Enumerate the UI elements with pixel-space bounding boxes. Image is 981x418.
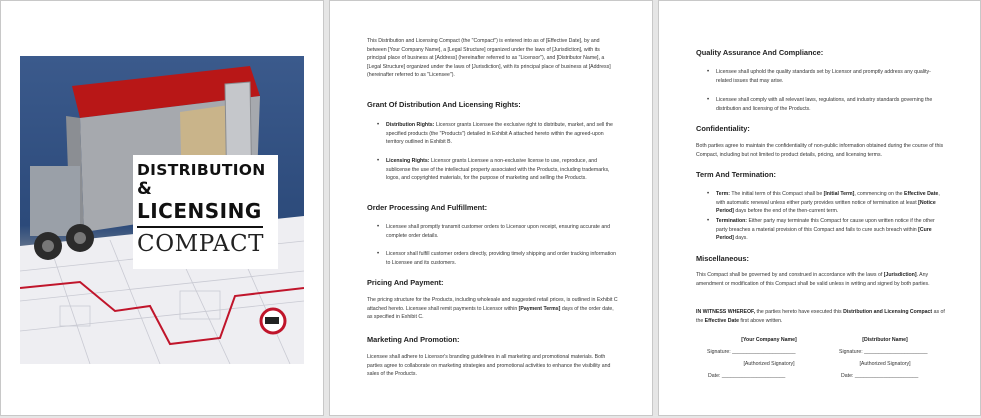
confidentiality-paragraph: Both parties agree to maintain the confidentiality of non-public information obtained during the course of this Compact, including but not limited to product details, pricing, and licensing terms.	[696, 143, 944, 158]
qa-bullet-1: • Licensee shall uphold the quality standards set by Licensor and promptly address any quality-related issues that may arise.	[716, 68, 946, 85]
title-underline	[137, 226, 263, 228]
marketing-paragraph: Licensee shall adhere to Licensor's branding guidelines in all marketing and promotional materials. Both parties agree to collaborate on marketing strategies and promotional activities to enhance the visibility and sales of the Products.	[367, 354, 611, 378]
cover-title-compact: COMPACT	[137, 231, 265, 257]
document-page-3	[658, 0, 981, 416]
date-left-line: Date: ______________________	[708, 373, 786, 379]
term-heading: Term And Termination:	[696, 170, 776, 179]
date-right-line: Date: ______________________	[841, 373, 919, 379]
intro-paragraph: This Distribution and Licensing Compact (the "Compact") is entered into as of [Effective Date], by and between [Your Company Name], a [Legal Structure] organized under the laws of [Jurisdiction], with its principal place of business at [Address] (hereinafter referred to as "Licensor"), and [Distributor Name], a [Legal Structure] organized under the laws of [Jurisdiction], with its principal place of business at [Address] (hereinafter referred to as "Licensee").	[367, 38, 611, 79]
signature-left-authorized: [Authorized Signatory]	[743, 361, 795, 367]
qa-bullet-2: • Licensee shall comply with all relevant laws, regulations, and industry standards governing the distribution and licensing of the Products.	[716, 96, 946, 113]
confidentiality-heading: Confidentiality:	[696, 124, 750, 133]
grant-bullet-licensing: • Licensing Rights: Licensor grants Licensee a non-exclusive license to use, reproduce, and sublicense the use of the intellectual property associated with the Products, including trademarks, logos, and copyrighted materials, for the purpose of marketing and selling the Products.	[386, 157, 618, 183]
cover-title-box	[133, 155, 278, 269]
misc-paragraph: This Compact shall be governed by and construed in accordance with the laws of [Jurisdiction]. Any amendment or modification of this Compact shall be valid unless in writing and signed by both parties.	[696, 272, 930, 287]
term-bullet-termination: • Termination: Either party may terminate this Compact for cause upon written notice if the other party breaches a material provision of this Compact and fails to cure such breach within [Cure Period] days.	[716, 217, 946, 243]
signature-right-line: Signature: ______________________	[839, 349, 928, 355]
cover-title-ampersand: &	[137, 179, 152, 199]
order-bullet-1: • Licensee shall promptly transmit customer orders to Licensor upon receipt, ensuring accurate and complete order details.	[386, 223, 618, 240]
signature-left-line: Signature: ______________________	[707, 349, 796, 355]
witness-paragraph: IN WITNESS WHEREOF, the parties hereto have executed this Distribution and Licensing Compact as of the Effective Date first above written.	[696, 309, 945, 324]
cover-page	[0, 0, 324, 416]
cover-title-licensing: LICENSING	[137, 199, 262, 223]
signature-right-authorized: [Authorized Signatory]	[859, 361, 911, 367]
cover-title-distribution: DISTRIBUTION	[137, 161, 266, 179]
document-page-2	[329, 0, 653, 416]
signature-left-company: [Your Company Name]	[741, 337, 797, 343]
pricing-paragraph: The pricing structure for the Products, including wholesale and suggested retail prices, is outlined in Exhibit C attached hereto. Licensee shall remit payments to Licensor within [Payment Terms] days of the order date, as specified in Exhibit C.	[367, 297, 618, 321]
grant-bullet-distribution: • Distribution Rights: Licensor grants Licensee the exclusive right to distribute, market, and sell the specified products (the "Products") detailed in Exhibit A attached hereto within the agreed-upon territory outlined in Exhibit B.	[386, 121, 618, 147]
grant-heading: Grant Of Distribution And Licensing Rights:	[367, 100, 521, 109]
order-heading: Order Processing And Fulfillment:	[367, 203, 488, 212]
qa-heading: Quality Assurance And Compliance:	[696, 48, 824, 57]
term-bullet-term: • Term: The initial term of this Compact shall be [Initial Term], commencing on the Effective Date, with automatic renewal unless either party provides written notice of termination at least [Notice Period] days before the end of the then-current term.	[716, 190, 946, 216]
misc-heading: Miscellaneous:	[696, 254, 749, 263]
signature-right-company: [Distributor Name]	[862, 337, 908, 343]
order-bullet-2: • Licensor shall fulfill customer orders directly, providing timely shipping and order tracking information to Licensee and its customers.	[386, 250, 618, 267]
marketing-heading: Marketing And Promotion:	[367, 335, 460, 344]
pricing-heading: Pricing And Payment:	[367, 278, 444, 287]
